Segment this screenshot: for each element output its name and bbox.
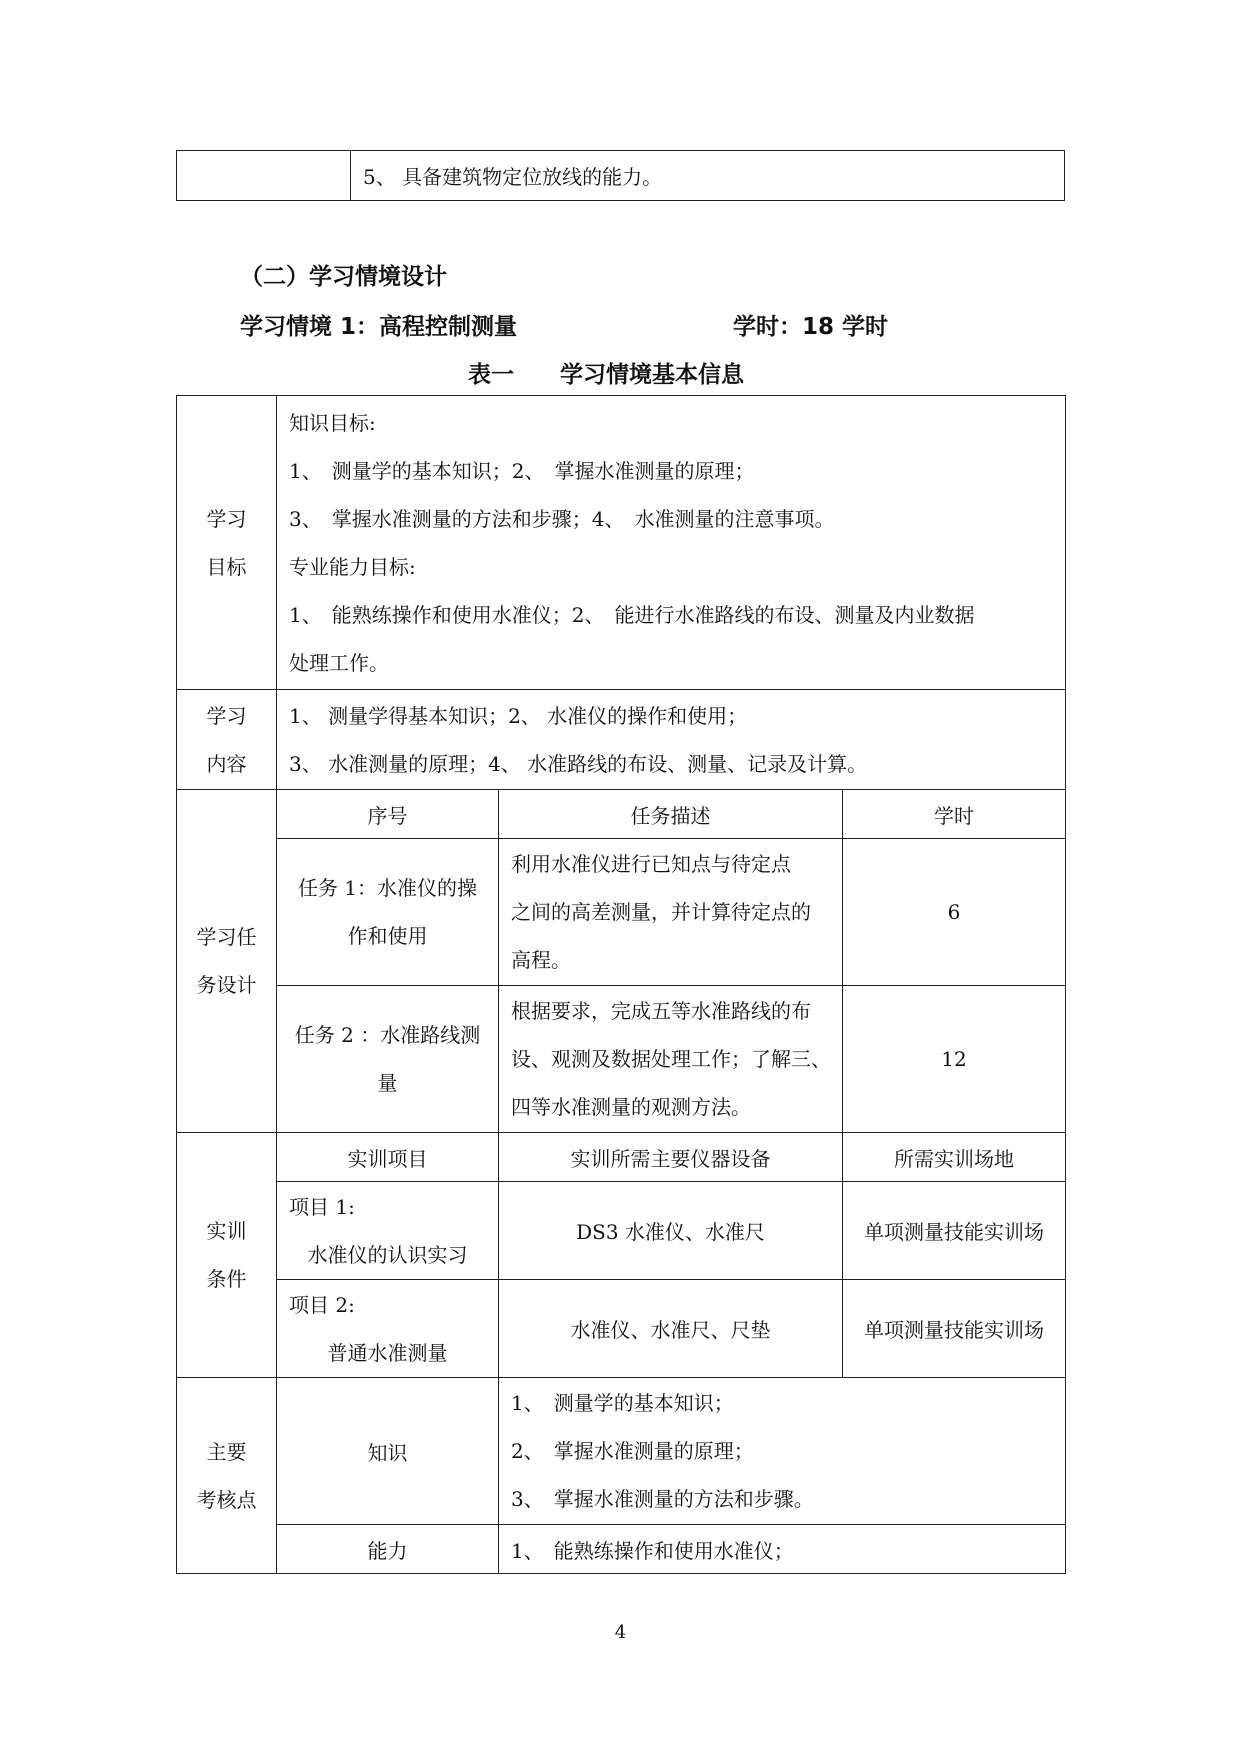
assessment-knowledge-label: 知识: [277, 1378, 499, 1525]
assessment-knowledge-lines: 1、 测量学的基本知识； 2、 掌握水准测量的原理； 3、 掌握水准测量的方法和步骤。: [499, 1378, 1066, 1525]
goals-line: 处理工作。: [289, 650, 389, 675]
top-table-empty-cell: [177, 151, 351, 201]
task-name: 任务 2 ：水准路线测 量: [277, 986, 499, 1133]
training-equipment: DS3 水准仪、水准尺: [499, 1182, 843, 1280]
situation-info-table: [176, 395, 1066, 1574]
assessment-label: 主要 考核点: [177, 1378, 277, 1574]
task-desc: 根据要求，完成五等水准路线的布 设、观测及数据处理工作；了解三、 四等水准测量的观测方法。: [499, 986, 843, 1133]
page-number: 4: [614, 1622, 627, 1643]
training-label: 实训 条件: [177, 1133, 277, 1378]
tasks-header-hours: 学时: [843, 790, 1066, 839]
goals-line: 3、 掌握水准测量的方法和步骤；4、 水准测量的注意事项。: [289, 506, 835, 531]
content-lines: [277, 690, 1066, 790]
training-header-site: 所需实训场地: [843, 1133, 1066, 1182]
tasks-header-desc: 任务描述: [499, 790, 843, 839]
training-site: 单项测量技能实训场: [843, 1280, 1066, 1378]
situation-hours: 学时：18 学时: [733, 314, 889, 340]
training-site: 单项测量技能实训场: [843, 1182, 1066, 1280]
task-hours: 6: [843, 839, 1066, 986]
section-heading: （二）学习情境设计: [240, 264, 447, 290]
content-label: 学习 内容: [177, 690, 277, 790]
tasks-label: 学习任 务设计: [177, 790, 277, 1133]
tasks-header-no: 序号: [277, 790, 499, 839]
task-name: 任务 1：水准仪的操 作和使用: [277, 839, 499, 986]
goals-label: 学习 目标: [177, 396, 277, 690]
training-equipment: 水准仪、水准尺、尺垫: [499, 1280, 843, 1378]
goals-line: 1、 测量学的基本知识；2、 掌握水准测量的原理；: [289, 458, 755, 483]
assessment-ability-lines: 1、 能熟练操作和使用水准仪；: [499, 1525, 1066, 1574]
task-desc: 利用水准仪进行已知点与待定点 之间的高差测量，并计算待定点的 高程。: [499, 839, 843, 986]
goals-content: [277, 396, 1066, 690]
content-line: 3、 水准测量的原理；4、 水准路线的布设、测量、记录及计算。: [289, 751, 868, 776]
training-header-project: 实训项目: [277, 1133, 499, 1182]
training-header-equipment: 实训所需主要仪器设备: [499, 1133, 843, 1182]
top-table-item: 5、 具备建筑物定位放线的能力。: [351, 151, 1065, 201]
training-project: 项目 1: 水准仪的认识实习: [277, 1182, 499, 1280]
training-project: 项目 2: 普通水准测量: [277, 1280, 499, 1378]
content-line: 1、 测量学得基本知识；2、 水准仪的操作和使用；: [289, 703, 748, 728]
situation-title: 学习情境 1：高程控制测量: [240, 314, 518, 340]
top-continuation-table: [176, 150, 1065, 201]
assessment-ability-label: 能力: [277, 1525, 499, 1574]
table-caption: 表一 学习情境基本信息: [468, 362, 744, 388]
goals-line: 知识目标:: [289, 410, 376, 435]
goals-line: 专业能力目标:: [289, 554, 416, 579]
task-hours: 12: [843, 986, 1066, 1133]
goals-line: 1、 能熟练操作和使用水准仪；2、 能进行水准路线的布设、测量及内业数据: [289, 602, 975, 627]
